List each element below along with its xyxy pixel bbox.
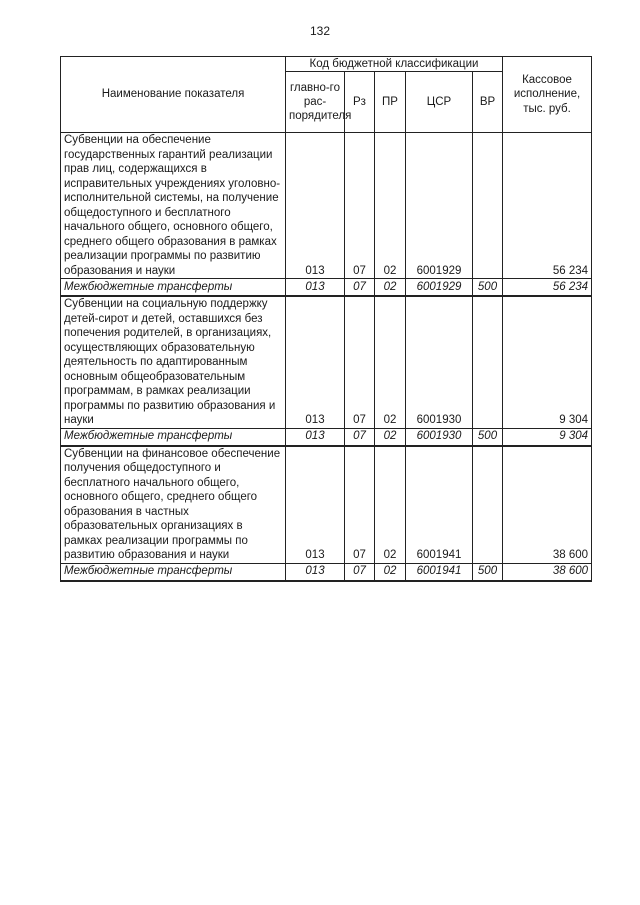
row-csr: 6001941 bbox=[406, 446, 473, 564]
table-row bbox=[61, 446, 592, 564]
row-rz: 07 bbox=[345, 563, 375, 581]
row-glav: 013 bbox=[286, 428, 345, 446]
table-row bbox=[61, 296, 592, 428]
header-glavnogo: главно-го рас-порядителя bbox=[286, 72, 345, 133]
row-rz: 07 bbox=[345, 296, 375, 428]
row-vr bbox=[473, 296, 503, 428]
header-rz: Рз bbox=[345, 72, 375, 133]
row-glav: 013 bbox=[286, 296, 345, 428]
row-sum: 9 304 bbox=[503, 296, 592, 428]
row-name: Межбюджетные трансферты bbox=[61, 428, 286, 446]
row-sum: 38 600 bbox=[503, 563, 592, 581]
row-name: Субвенции на обеспечение государственных гарантий реализации прав лиц, содержащихся в исправительных учреждениях уголовно-исполнительной системы, на получение общедоступного и бесплатного начального общего, основного общего, среднего общего образования в рамках реализации программы по развитию образования и науки bbox=[61, 133, 286, 279]
header-kassovoe: Кассовое исполнение, тыс. руб. bbox=[503, 57, 592, 133]
header-vr: ВР bbox=[473, 72, 503, 133]
row-vr bbox=[473, 446, 503, 564]
budget-table bbox=[60, 56, 592, 582]
row-sum: 56 234 bbox=[503, 133, 592, 279]
row-csr: 6001929 bbox=[406, 279, 473, 297]
row-pr: 02 bbox=[375, 133, 406, 279]
table-row-transfer bbox=[61, 563, 592, 581]
row-sum: 56 234 bbox=[503, 279, 592, 297]
row-pr: 02 bbox=[375, 296, 406, 428]
row-rz: 07 bbox=[345, 133, 375, 279]
row-vr: 500 bbox=[473, 279, 503, 297]
row-csr: 6001929 bbox=[406, 133, 473, 279]
header-row-top bbox=[61, 57, 592, 72]
table-row-transfer bbox=[61, 279, 592, 297]
row-glav: 013 bbox=[286, 279, 345, 297]
row-name: Субвенции на социальную поддержку детей-сирот и детей, оставшихся без попечения родителей, в организациях, осуществляющих образовательную деятельность по адаптированным основным общеобразовательным программам, в рамках реализации программы по развитию образования и науки bbox=[61, 296, 286, 428]
table-row bbox=[61, 133, 592, 279]
table-row-transfer bbox=[61, 428, 592, 446]
row-rz: 07 bbox=[345, 279, 375, 297]
page-number: 132 bbox=[309, 24, 331, 38]
row-rz: 07 bbox=[345, 446, 375, 564]
row-name: Субвенции на финансовое обеспечение получения общедоступного и бесплатного начального общего, основного общего, среднего общего образования в частных образовательных организациях в рамках реализации программы по развитию образования и науки bbox=[61, 446, 286, 564]
row-name: Межбюджетные трансферты bbox=[61, 279, 286, 297]
row-pr: 02 bbox=[375, 428, 406, 446]
row-pr: 02 bbox=[375, 446, 406, 564]
row-rz: 07 bbox=[345, 428, 375, 446]
row-vr bbox=[473, 133, 503, 279]
row-csr: 6001941 bbox=[406, 563, 473, 581]
row-pr: 02 bbox=[375, 563, 406, 581]
header-pr: ПР bbox=[375, 72, 406, 133]
header-budget-code: Код бюджетной классификации bbox=[286, 57, 503, 72]
row-csr: 6001930 bbox=[406, 428, 473, 446]
row-glav: 013 bbox=[286, 446, 345, 564]
row-sum: 9 304 bbox=[503, 428, 592, 446]
row-glav: 013 bbox=[286, 563, 345, 581]
row-vr: 500 bbox=[473, 563, 503, 581]
row-name: Межбюджетные трансферты bbox=[61, 563, 286, 581]
header-csr: ЦСР bbox=[406, 72, 473, 133]
row-csr: 6001930 bbox=[406, 296, 473, 428]
header-name: Наименование показателя bbox=[61, 57, 286, 133]
row-vr: 500 bbox=[473, 428, 503, 446]
row-pr: 02 bbox=[375, 279, 406, 297]
row-glav: 013 bbox=[286, 133, 345, 279]
row-sum: 38 600 bbox=[503, 446, 592, 564]
